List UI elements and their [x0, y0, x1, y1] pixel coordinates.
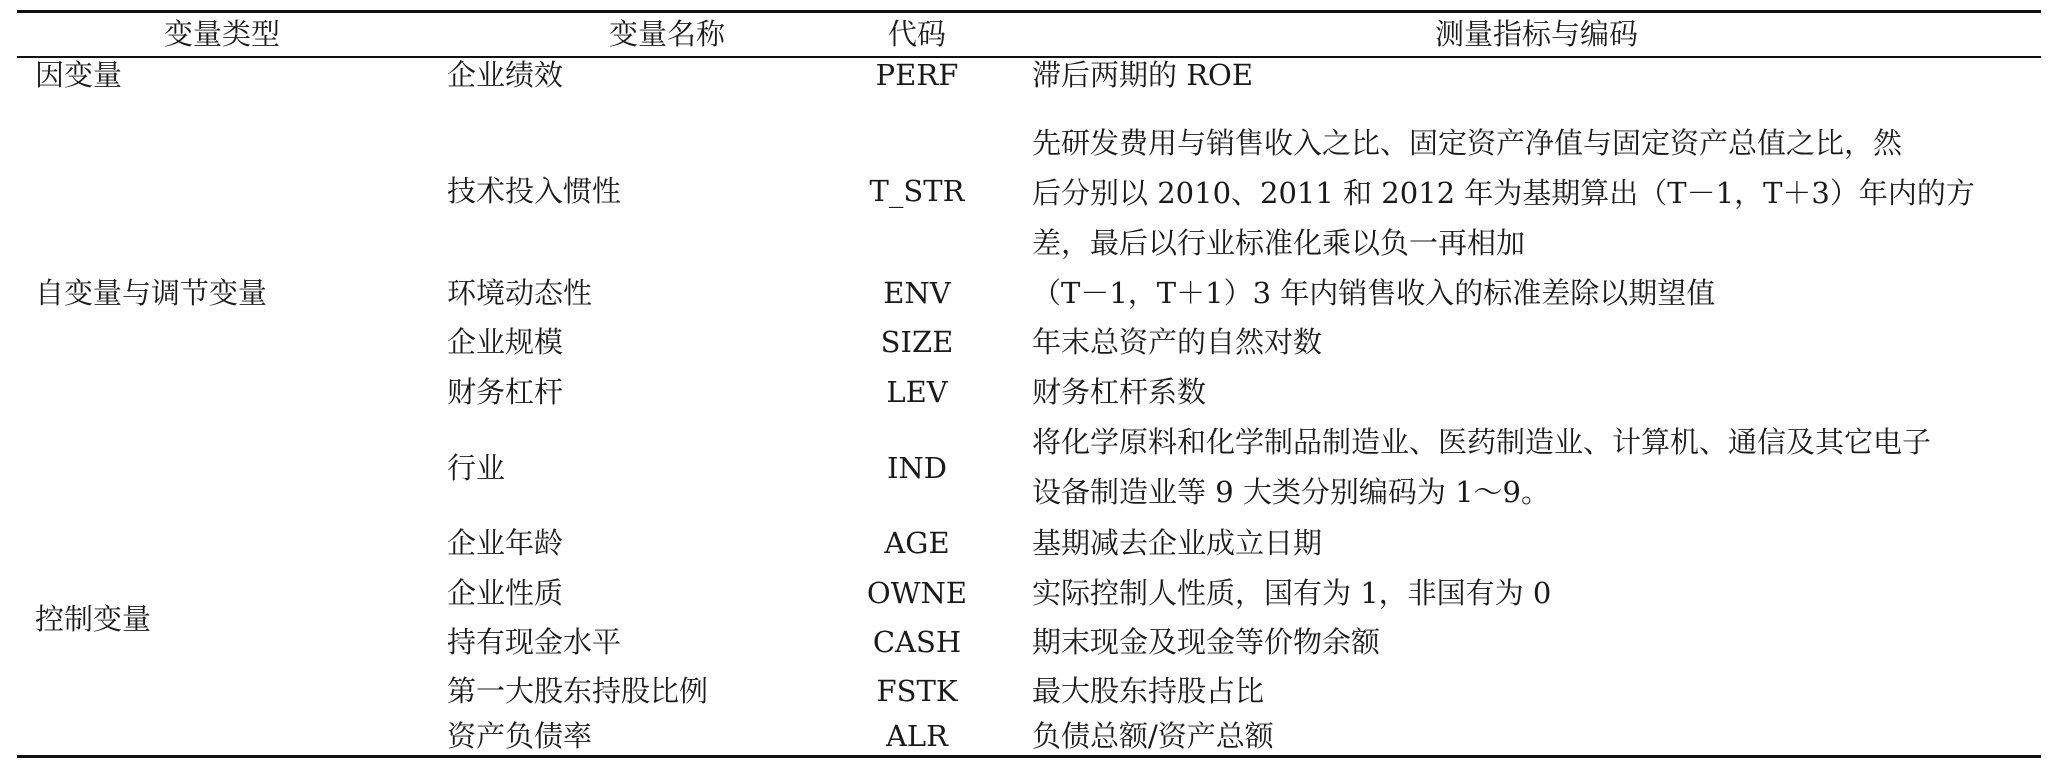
desc-line: 财务杠杆系数: [1032, 375, 1207, 409]
desc-line: 基期减去企业成立日期: [1032, 526, 1323, 560]
row-desc: [1032, 666, 2041, 716]
row-code: OWNE: [866, 576, 968, 610]
header-measurement: 测量指标与编码: [1434, 17, 1638, 51]
desc-line: 后分别以 2010、2011 和 2012 年为基期算出（T－1，T＋3）年内的方: [1032, 176, 1975, 210]
category-independent-moderator: 自变量与调节变量: [35, 276, 268, 310]
category-control: 控制变量: [35, 602, 152, 636]
row-code: T_STR: [869, 174, 965, 208]
row-code: CASH: [872, 625, 962, 659]
row-desc: [1032, 568, 2041, 618]
row-name: 持有现金水平: [447, 625, 622, 659]
variable-definition-table: [17, 10, 2041, 758]
row-desc: [1032, 317, 2041, 367]
header-variable-name: 变量名称: [608, 17, 725, 51]
header-code: 代码: [887, 17, 946, 51]
row-desc: [1032, 50, 2041, 100]
row-code: ALR: [885, 719, 949, 753]
desc-line: 滞后两期的 ROE: [1032, 58, 1253, 92]
row-name: 企业绩效: [447, 58, 564, 92]
row-desc: [1032, 617, 2041, 667]
row-name: 企业规模: [447, 325, 564, 359]
row-code: AGE: [884, 526, 950, 560]
desc-line: 差，最后以行业标准化乘以负一再相加: [1032, 226, 1526, 260]
row-name: 财务杠杆: [447, 375, 564, 409]
row-name: 行业: [447, 451, 506, 485]
desc-line: 先研发费用与销售收入之比、固定资产净值与固定资产总值之比，然: [1032, 126, 1903, 160]
row-name: 企业性质: [447, 576, 564, 610]
row-code: FSTK: [876, 674, 958, 708]
row-desc: [1032, 367, 2041, 417]
row-code: SIZE: [880, 325, 954, 359]
row-code: LEV: [886, 375, 948, 409]
row-desc: [1032, 518, 2041, 568]
row-name: 环境动态性: [447, 276, 593, 310]
row-code: PERF: [875, 58, 959, 92]
row-name: 资产负债率: [447, 719, 593, 753]
row-name: 技术投入惯性: [447, 174, 622, 208]
category-dependent: 因变量: [35, 58, 123, 92]
desc-line: 期末现金及现金等价物余额: [1032, 625, 1381, 659]
row-code: ENV: [883, 276, 951, 310]
row-desc: [1032, 417, 2041, 517]
desc-line: （T－1，T＋1）3 年内销售收入的标准差除以期望值: [1032, 276, 1716, 310]
desc-line: 负债总额/资产总额: [1032, 719, 1274, 753]
row-name: 企业年龄: [447, 526, 564, 560]
desc-line: 年末总资产的自然对数: [1032, 325, 1323, 359]
row-name: 第一大股东持股比例: [447, 674, 709, 708]
desc-line: 设备制造业等 9 大类分别编码为 1～9。: [1032, 475, 1551, 509]
desc-line: 最大股东持股占比: [1032, 674, 1265, 708]
row-desc: [1032, 268, 2041, 318]
row-code: IND: [886, 451, 948, 485]
desc-line: 实际控制人性质，国有为 1，非国有为 0: [1032, 576, 1552, 610]
header-variable-type: 变量类型: [163, 17, 280, 51]
row-desc: [1032, 711, 2041, 761]
desc-line: 将化学原料和化学制品制造业、医药制造业、计算机、通信及其它电子: [1032, 425, 1932, 459]
row-desc: [1032, 118, 2041, 268]
